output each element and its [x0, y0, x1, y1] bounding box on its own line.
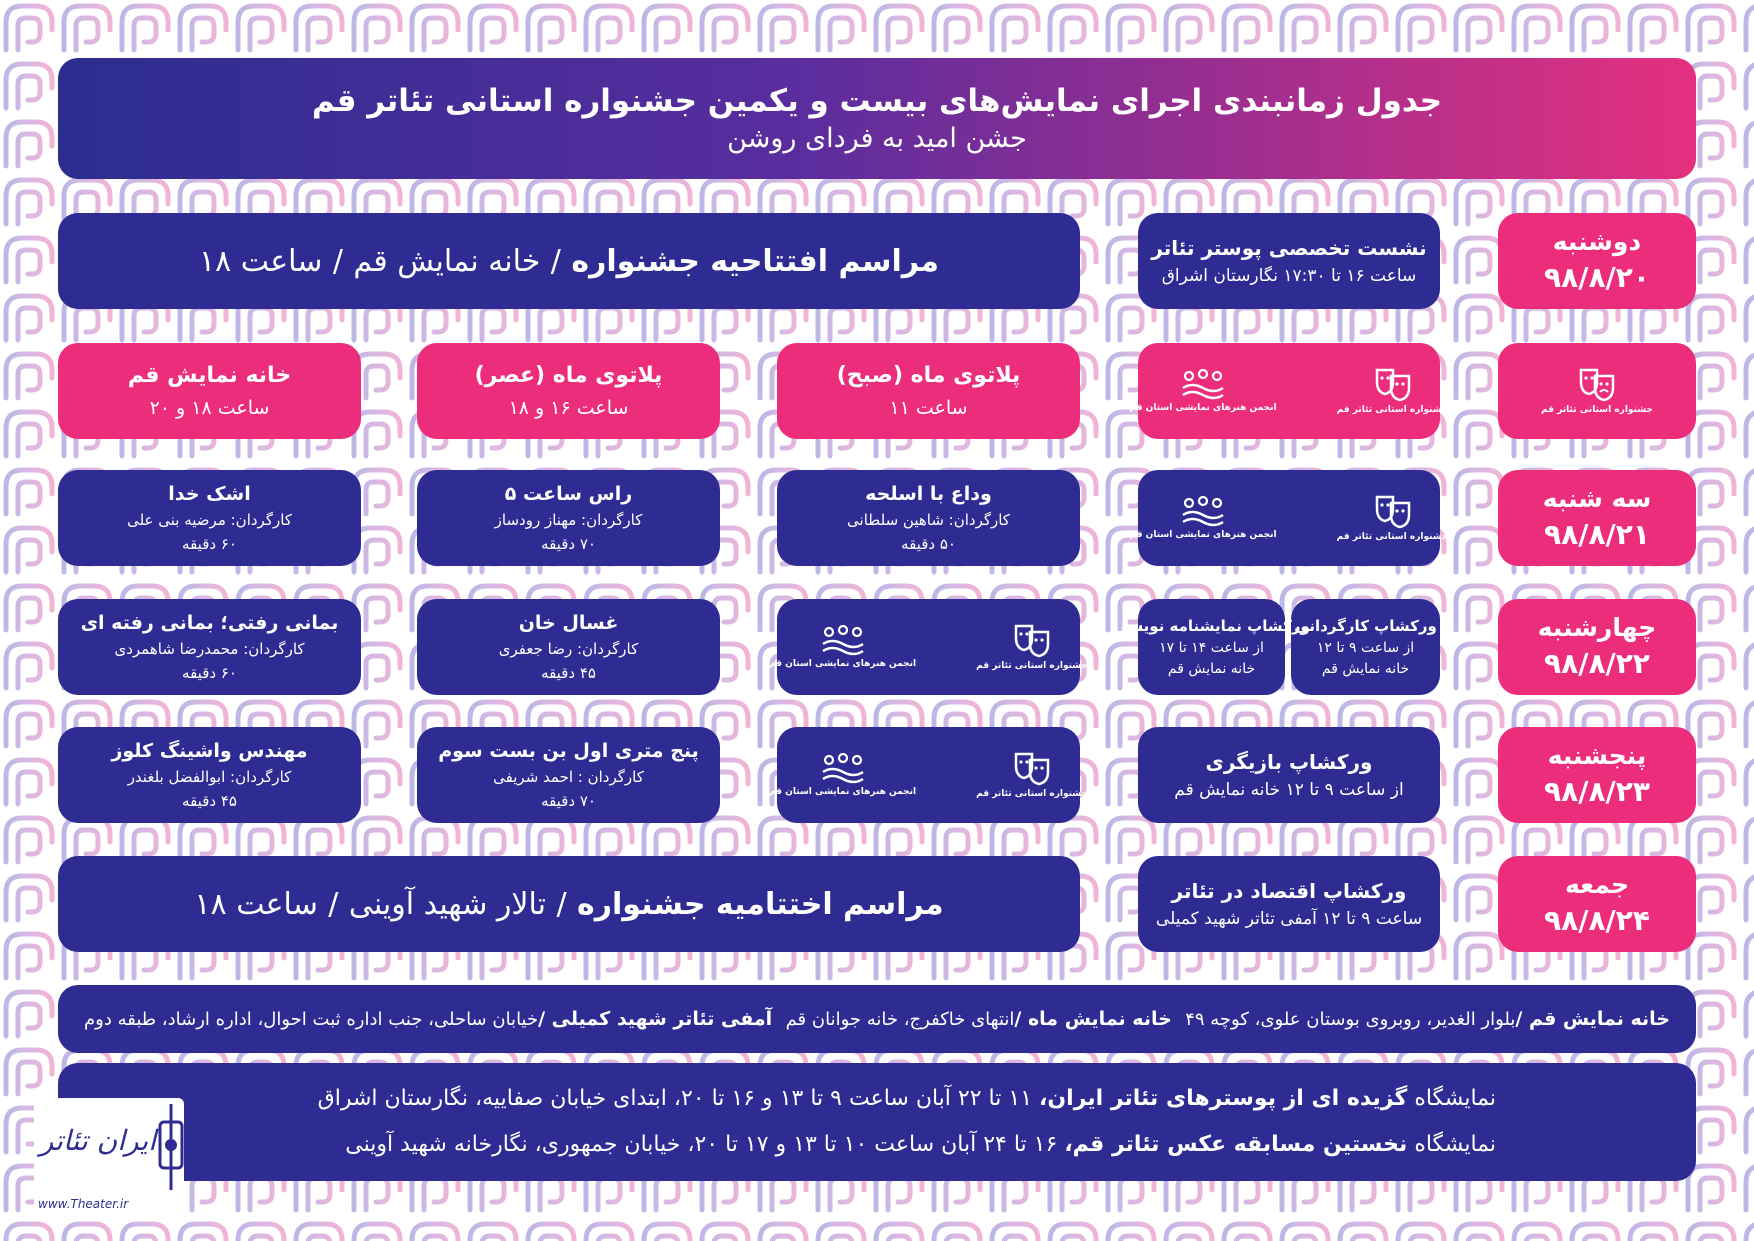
venue-time: ساعت ۱۶ و ۱۸	[508, 397, 629, 419]
theater-masks-icon	[1373, 493, 1413, 529]
day-friday	[1498, 856, 1696, 952]
opening-place: خانه نمایش قم	[353, 243, 541, 279]
separator: /	[328, 886, 339, 922]
address-text: خیابان ساحلی، جنب اداره ثبت احوال، اداره ارشاد، طبقه دوم	[84, 1009, 539, 1030]
address-text: بلوار الغدیر، روبروی بوستان علوی، کوچه ۴۹	[1185, 1009, 1516, 1030]
logos-card	[1129, 470, 1449, 566]
festival-logo-caption: جشنواره استانی تئاتر قم	[1541, 405, 1653, 415]
venue-header-evening	[417, 343, 720, 439]
festival-logo-cell	[1498, 343, 1696, 439]
association-people-icon	[820, 752, 866, 784]
event-title: ورکشاپ کارگردانی	[1294, 617, 1437, 635]
day-name: پنجشنبه	[1547, 741, 1647, 770]
event-time: ساعت ۱۶ تا ۱۷:۳۰ نگارستان اشراق	[1161, 266, 1417, 286]
day-date: ۹۸/۸/۲۳	[1544, 775, 1650, 808]
closing-ceremony-text	[194, 887, 943, 922]
event-place: خانه نمایش قم	[1321, 661, 1410, 677]
event-title: ورکشاپ اقتصاد در تئاتر	[1171, 879, 1407, 903]
day-name: سه شنبه	[1542, 484, 1652, 513]
venue-time: ساعت ۱۱	[889, 397, 968, 419]
address-item	[786, 1008, 1172, 1030]
venue-name: خانه نمایش قم	[127, 363, 292, 388]
day-date: ۹۸/۸/۲۱	[1544, 518, 1650, 551]
association-people-icon	[1180, 495, 1226, 527]
show-card	[777, 470, 1080, 566]
theater-masks-icon	[1012, 622, 1052, 658]
event-place: خانه نمایش قم	[1167, 661, 1256, 677]
association-logo	[769, 752, 916, 798]
association-people-icon	[1180, 368, 1226, 400]
address-text: انتهای خاکفرج، خانه جوانان قم	[785, 1009, 1015, 1030]
separator: /	[556, 886, 567, 922]
exhibition-name: گزیده ای از پوسترهای تئاتر ایران،	[1039, 1086, 1408, 1111]
day-thursday	[1498, 727, 1696, 823]
festival-logo	[976, 622, 1088, 672]
theater-masks-icon	[1012, 750, 1052, 786]
association-logo	[1130, 368, 1277, 414]
theater-masks-icon	[1577, 366, 1617, 402]
separator: /	[332, 243, 343, 279]
show-duration: ۴۵ دقیقه	[541, 664, 596, 682]
opening-title: مراسم افتتاحیه جشنواره	[571, 243, 940, 279]
show-title: بمانی رفتی؛ بمانی رفته ای	[80, 612, 339, 634]
exhibitions-panel	[58, 1063, 1696, 1181]
event-time: از ساعت ۹ تا ۱۲ خانه نمایش قم	[1174, 780, 1404, 800]
exhibition-line	[318, 1076, 1496, 1122]
header-banner	[58, 58, 1696, 179]
association-logo-caption: انجمن هنرهای نمایشی استان قم	[1129, 403, 1277, 413]
show-director: کارگردان: محمدرضا شاهمردی	[114, 640, 305, 658]
economy-workshop-card	[1138, 856, 1440, 952]
show-title: مهندس واشینگ کلوز	[111, 740, 308, 762]
day-name: جمعه	[1564, 870, 1630, 899]
day-name: چهارشنبه	[1537, 613, 1657, 642]
show-title: اشک خدا	[168, 483, 251, 505]
exhibition-prefix: نمایشگاه	[1414, 1132, 1496, 1157]
show-title: غسال خان	[518, 612, 619, 634]
show-director: کارگردان: شاهین سلطانی	[847, 511, 1010, 529]
event-time: از ساعت ۱۴ تا ۱۷	[1159, 640, 1264, 656]
show-title: پنج متری اول بن بست سوم	[438, 740, 699, 762]
day-monday	[1498, 213, 1696, 309]
festival-logo-caption: جشنواره استانی تئاتر قم	[976, 661, 1088, 671]
venue-addresses-bar	[58, 985, 1696, 1053]
show-director: کارگردان : احمد شریفی	[493, 768, 644, 786]
event-title: نشست تخصصی پوستر تئاتر	[1151, 236, 1427, 260]
closing-title: مراسم اختتامیه جشنواره	[577, 886, 944, 922]
address-item	[1185, 1008, 1670, 1030]
iran-theater-logo	[34, 1098, 184, 1218]
page-title: جدول زمانبندی اجرای نمایش‌های بیست و یکمین جشنواره استانی تئاتر قم	[311, 82, 1443, 119]
show-duration: ۶۰ دقیقه	[182, 664, 237, 682]
show-director: کارگردان: مرضیه بنی علی	[127, 511, 292, 529]
poster-session-card	[1138, 213, 1440, 309]
show-card	[417, 599, 720, 695]
day-name: دوشنبه	[1552, 227, 1642, 256]
venue-header-house	[58, 343, 361, 439]
exhibition-name: نخستین مسابقه عکس تئاتر قم،	[1064, 1132, 1408, 1157]
show-card	[417, 470, 720, 566]
show-director: کارگردان: ابوالفضل بلغندر	[127, 768, 292, 786]
show-duration: ۷۰ دقیقه	[541, 535, 596, 553]
event-time: از ساعت ۹ تا ۱۲	[1316, 640, 1415, 656]
venue-header-morning	[777, 343, 1080, 439]
opening-time: ساعت ۱۸	[198, 243, 323, 279]
address-name: خانه نمایش قم /	[1515, 1008, 1670, 1030]
show-card	[58, 727, 361, 823]
event-time: ساعت ۹ تا ۱۲ آمفی تئاتر شهید کمیلی	[1155, 909, 1423, 929]
address-name: آمفی تئاتر شهید کمیلی /	[538, 1008, 773, 1030]
acting-workshop-card	[1138, 727, 1440, 823]
association-logo-caption: انجمن هنرهای نمایشی استان قم	[1129, 530, 1277, 540]
directing-workshop-card	[1291, 599, 1440, 695]
venue-name: پلاتوی ماه (عصر)	[474, 363, 663, 388]
association-logo-caption: انجمن هنرهای نمایشی استان قم	[769, 659, 917, 669]
association-logo	[1130, 495, 1277, 541]
festival-logo	[1337, 493, 1449, 543]
festival-logo	[976, 750, 1088, 800]
show-card	[417, 727, 720, 823]
event-title: ورکشاپ بازیگری	[1205, 750, 1373, 774]
day-tuesday	[1498, 470, 1696, 566]
logos-card	[1129, 343, 1449, 439]
show-director: کارگردان: رضا جعفری	[498, 640, 639, 658]
show-title: وداع با اسلحه	[865, 483, 992, 505]
day-date: ۹۸/۸/۲۴	[1544, 904, 1650, 937]
exhibition-details: ۱۱ تا ۲۲ آبان ساعت ۹ تا ۱۳ و ۱۶ تا ۲۰، ابتدای خیابان صفاییه، نگارستان اشراق	[317, 1086, 1033, 1111]
association-people-icon	[820, 624, 866, 656]
exhibition-line	[345, 1122, 1496, 1168]
festival-logo	[1337, 366, 1449, 416]
show-duration: ۶۰ دقیقه	[182, 535, 237, 553]
logos-card	[769, 727, 1088, 823]
brand-name: ایران تئاتر	[39, 1124, 156, 1157]
festival-logo-caption: جشنواره استانی تئاتر قم	[1336, 532, 1449, 542]
association-logo-caption: انجمن هنرهای نمایشی استان قم	[769, 787, 917, 797]
show-duration: ۵۰ دقیقه	[901, 535, 956, 553]
venue-name: پلاتوی ماه (صبح)	[836, 363, 1021, 388]
opening-ceremony-banner	[58, 213, 1080, 309]
show-card	[58, 470, 361, 566]
festival-logo	[1541, 366, 1653, 416]
show-duration: ۷۰ دقیقه	[541, 792, 596, 810]
address-name: خانه نمایش ماه /	[1014, 1008, 1172, 1030]
address-item	[84, 1008, 772, 1030]
page-subtitle: جشن امید به فردای روشن	[727, 122, 1027, 154]
day-date: ۹۸/۸/۲۰	[1544, 261, 1650, 294]
exhibition-prefix: نمایشگاه	[1414, 1086, 1496, 1111]
closing-time: ساعت ۱۸	[194, 886, 318, 922]
day-wednesday	[1498, 599, 1696, 695]
festival-logo-caption: جشنواره استانی تئاتر قم	[1336, 405, 1449, 415]
opening-ceremony-text	[199, 244, 939, 279]
show-card	[58, 599, 361, 695]
playwriting-workshop-card	[1113, 599, 1310, 695]
theater-masks-icon	[1373, 366, 1413, 402]
show-director: کارگردان: مهناز رودساز	[494, 511, 643, 529]
festival-logo-caption: جشنواره استانی تئاتر قم	[976, 789, 1088, 799]
separator: /	[550, 243, 561, 279]
brand-url: www.Theater.ir	[38, 1197, 129, 1211]
association-logo	[769, 624, 916, 670]
show-title: راس ساعت ۵	[504, 483, 633, 505]
venue-time: ساعت ۱۸ و ۲۰	[149, 397, 270, 419]
closing-place: تالار شهید آوینی	[348, 886, 546, 922]
event-title: ورکشاپ نمایشنامه نویسی	[1113, 617, 1310, 635]
day-date: ۹۸/۸/۲۲	[1544, 647, 1650, 680]
logos-card	[769, 599, 1088, 695]
exhibition-details: ۱۶ تا ۲۴ آبان ساعت ۱۰ تا ۱۳ و ۱۷ تا ۲۰، خیابان جمهوری، نگارخانه شهید آوینی	[345, 1132, 1058, 1157]
closing-ceremony-banner	[58, 856, 1080, 952]
show-duration: ۴۵ دقیقه	[182, 792, 237, 810]
